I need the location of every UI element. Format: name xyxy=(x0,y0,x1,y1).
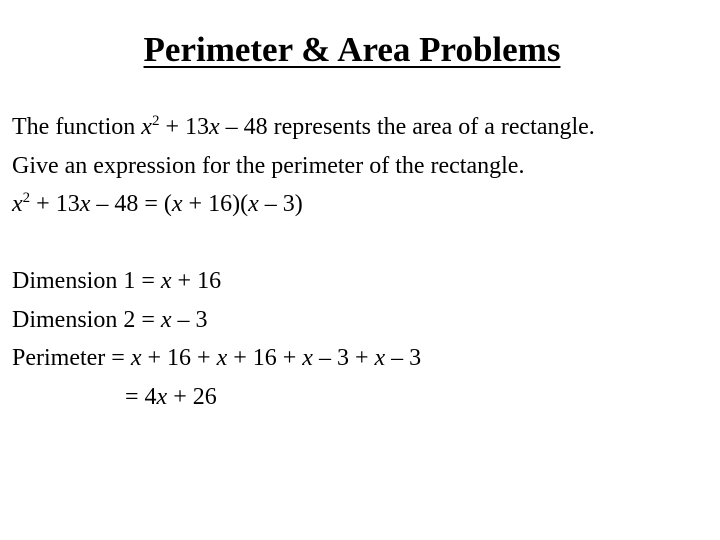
text-run: = 4 xyxy=(125,383,157,410)
text-run: Dimension 2 = xyxy=(12,306,161,333)
variable-x: x xyxy=(374,345,386,371)
variable-x: x xyxy=(12,191,23,217)
exponent: 2 xyxy=(22,190,31,206)
blank-line xyxy=(12,224,712,263)
text-run: + 13 xyxy=(30,191,80,217)
problem-statement-line-2: Give an expression for the perimeter of the rectangle. xyxy=(12,152,525,179)
text-run: Perimeter = xyxy=(12,345,131,371)
variable-x: x xyxy=(160,268,172,294)
text-run: The function xyxy=(12,114,142,140)
variable-x: x xyxy=(160,306,172,333)
text-run: – 48 = ( xyxy=(90,191,172,217)
text-run: + 26 xyxy=(167,383,217,410)
variable-x: x xyxy=(248,191,259,217)
perimeter-expression xyxy=(12,339,712,378)
variable-x: x xyxy=(130,345,142,371)
slide-body xyxy=(12,108,712,416)
text-run: + 16)( xyxy=(182,191,249,217)
dimension-2 xyxy=(12,301,712,340)
variable-x: x xyxy=(156,383,168,410)
text-run: – 3) xyxy=(258,191,303,217)
text-run: + 16 xyxy=(171,268,222,294)
slide-title: Perimeter & Area Problems xyxy=(143,30,561,69)
problem-statement-line-1 xyxy=(12,108,712,147)
text-run: Dimension 1 = xyxy=(12,268,161,294)
text-run: – 3 xyxy=(171,306,208,333)
text-run: – 48 represents the area of a rectangle. xyxy=(219,114,595,140)
dimension-1 xyxy=(12,262,712,301)
variable-x: x xyxy=(209,114,220,140)
variable-x: x xyxy=(302,345,313,371)
exponent: 2 xyxy=(151,113,160,129)
variable-x: x xyxy=(216,345,228,371)
text-run: + 16 + xyxy=(141,345,217,371)
variable-x: x xyxy=(141,114,152,140)
variable-x: x xyxy=(79,191,91,217)
factoring-equation xyxy=(12,185,712,224)
text-run: – 3 xyxy=(385,345,422,371)
perimeter-result xyxy=(12,378,712,417)
text-run: – 3 + xyxy=(312,345,375,371)
text-run: + 16 + xyxy=(227,345,303,371)
text-run: + 13 xyxy=(159,114,209,140)
variable-x: x xyxy=(171,191,183,217)
